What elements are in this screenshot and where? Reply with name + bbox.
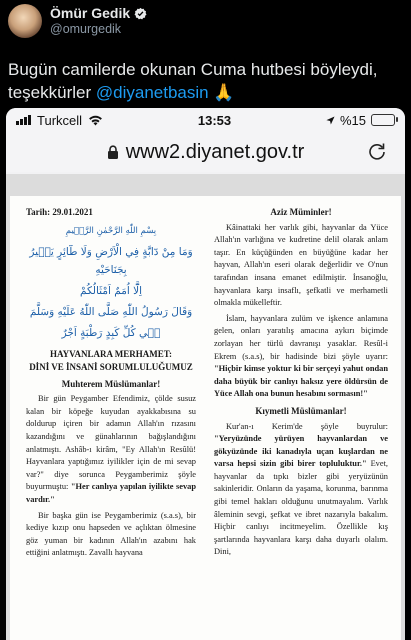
- right-heading-1: Aziz Müminler!: [270, 207, 332, 217]
- right-paragraph-3-quote: "Yeryüzünde yürüyen hayvanlardan ve gökyüzünde iki kanadıyla uçan kuşlardan ne varsa hepsi sizin gibi birer topluluktur.": [214, 434, 388, 469]
- basmala-line: بِسْمِ اللّٰهِ الرَّحْمٰنِ الرَّح۪يمِ: [65, 225, 157, 236]
- tweet-text-line1: Bugün camilerde okunan Cuma hutbesi böyleydi,: [8, 60, 378, 79]
- carrier-name: Turkcell: [37, 112, 83, 128]
- attached-screenshot[interactable]: [6, 108, 405, 640]
- tweet-header: [8, 4, 147, 38]
- sermon-title: [26, 348, 196, 374]
- location-arrow-icon: [326, 116, 335, 125]
- ayet-line-2: اِلَّٓا اُمَمٌ اَمْثَالُكُمْ: [79, 284, 142, 297]
- right-paragraph-2-quote: "Hiçbir kimse yoktur ki bir serçeyi yahut ondan daha büyük bir canlıyı haksız yere öldürsün de Yüce Allah ona bunun hesabını sormasın!": [214, 364, 388, 399]
- url-text[interactable]: www2.diyanet.gov.tr: [125, 140, 305, 163]
- left-heading: Muhterem Müslümanlar!: [61, 378, 161, 389]
- verified-badge-icon: [134, 7, 147, 20]
- reload-icon[interactable]: [367, 141, 387, 161]
- right-paragraph-3-intro: Kur'an-ı Kerim'de şöyle buyrulur:: [226, 421, 388, 431]
- sermon-document: [10, 196, 401, 640]
- left-paragraph-1-text: Bir gün Peygamber Efendimiz, çölde susuz kalan bir köpeğe kuyudan ayakkabısına su doldurup içiren bir adamın Allah'ın rızasını kazandığını ve günahlarının bağışlandığını anlatmıştı. Ashâb-ı kirâm, "Ey Allah'ın Resûlü! Hayvanlara yaptığımız iyilikler için de mi sevap var?" diye sorunca Peygamberimiz şöyle buyurmuştu:: [26, 394, 196, 492]
- document-left-column: [26, 206, 196, 563]
- right-paragraph-3-text: Evet, hayvanlar da tıpkı bizler gibi yeryüzünün sakinleridir. Onların da yaşama, korunma, barınma gibi temel hakları olduğunu unutmayalım. Varlık âleminin sevgi, şefkat ve ibret nazarıyla bakalım. Hiçbir canlıyı incitmeyelim. Özellikle kış şartlarında hayvanlara karşı daha duyarlı olalım. Dini,: [214, 459, 389, 557]
- battery-icon: [371, 114, 395, 126]
- document-date: Tarih: 29.01.2021: [26, 207, 93, 217]
- phone-status-bar: [6, 108, 405, 132]
- sermon-title-line2: DİNİ VE İNSANİ SORUMLULUĞUMUZ: [29, 361, 193, 372]
- tweet-text: [8, 58, 403, 105]
- left-paragraph-1: [26, 393, 196, 506]
- signal-bars-icon: [16, 115, 31, 125]
- document-right-column: [214, 206, 388, 562]
- ayet-line-1: وَمَا مِنْ دَٓابَّةٍ فِي الْاَرْضِ وَلَا طَٓائِرٍ يَط۪يرُ بِجَنَاحَيْهِ: [29, 245, 193, 276]
- right-heading-2: Kıymetli Müslümanlar!: [255, 405, 347, 416]
- browser-address-bar[interactable]: [6, 132, 405, 172]
- display-name: Ömür Gedik: [50, 5, 131, 21]
- hadith-line-1: وَقَالَ رَسُولُ اللّٰهِ صَلَّى اللّٰهُ عَلَيْهِ وَسَلَّمَ: [29, 305, 193, 318]
- avatar[interactable]: [8, 4, 42, 38]
- display-name-row[interactable]: [50, 5, 147, 21]
- handle[interactable]: @omurgedik: [50, 22, 122, 36]
- left-paragraph-2: Bir başka gün ise Peygamberimiz (s.a.s), bir kediye kızıp onu hapseden ve açlıktan ölmesine göz yuman bir kadının Allah'ın azabını hak ettiğini anlatmıştı. Zavallı hayvana: [26, 510, 196, 558]
- author-block: [50, 5, 147, 37]
- left-paragraph-1-quote: "Her canlıya yapılan iyilikte sevap vardır.": [26, 482, 196, 504]
- right-paragraph-1: Kâinattaki her varlık gibi, hayvanlar da Yüce Allah'ın varlığına ve kudretine delil olarak anlam taşır. En küçüğünden en büyüğüne kadar her hayvan, Allah'ın eseri olarak değerlidir ve O'nun tarafından insana emanet edilmiştir. İnsanoğlu, hayvanlara karşı insaflı, şefkatli ve merhametli olmakla mükelleftir.: [214, 222, 388, 308]
- right-paragraph-2-text: İslam, hayvanlara zulüm ve işkence anlamına gelen, onları yaratılış amacına aykırı biçimde zorlayan her türlü davranışı yasaklar. Resûl-i Ekrem (s.a.s), bir hadisinde bizi şöyle uyarır:: [214, 313, 388, 361]
- right-paragraph-3: [214, 421, 388, 560]
- document-viewport[interactable]: [6, 174, 405, 640]
- right-paragraph-2: [214, 313, 388, 401]
- status-right: [326, 113, 395, 128]
- tweet-text-line2-prefix: teşekkürler: [8, 83, 96, 102]
- praying-hands-emoji: 🙏: [213, 83, 235, 103]
- wifi-icon: [88, 115, 103, 126]
- battery-percent: %15: [339, 112, 366, 128]
- lock-icon: [107, 145, 119, 160]
- hadith-line-2: ف۪ي كُلِّ كَبِدٍ رَطْبَةٍ اَجْرٌ: [61, 326, 161, 339]
- tweet-text-line2: [8, 81, 403, 105]
- sermon-title-line1: HAYVANLARA MERHAMET:: [49, 348, 173, 359]
- mention-link[interactable]: @diyanetbasin: [95, 83, 209, 102]
- status-left: [16, 113, 103, 128]
- status-time: 13:53: [197, 112, 232, 128]
